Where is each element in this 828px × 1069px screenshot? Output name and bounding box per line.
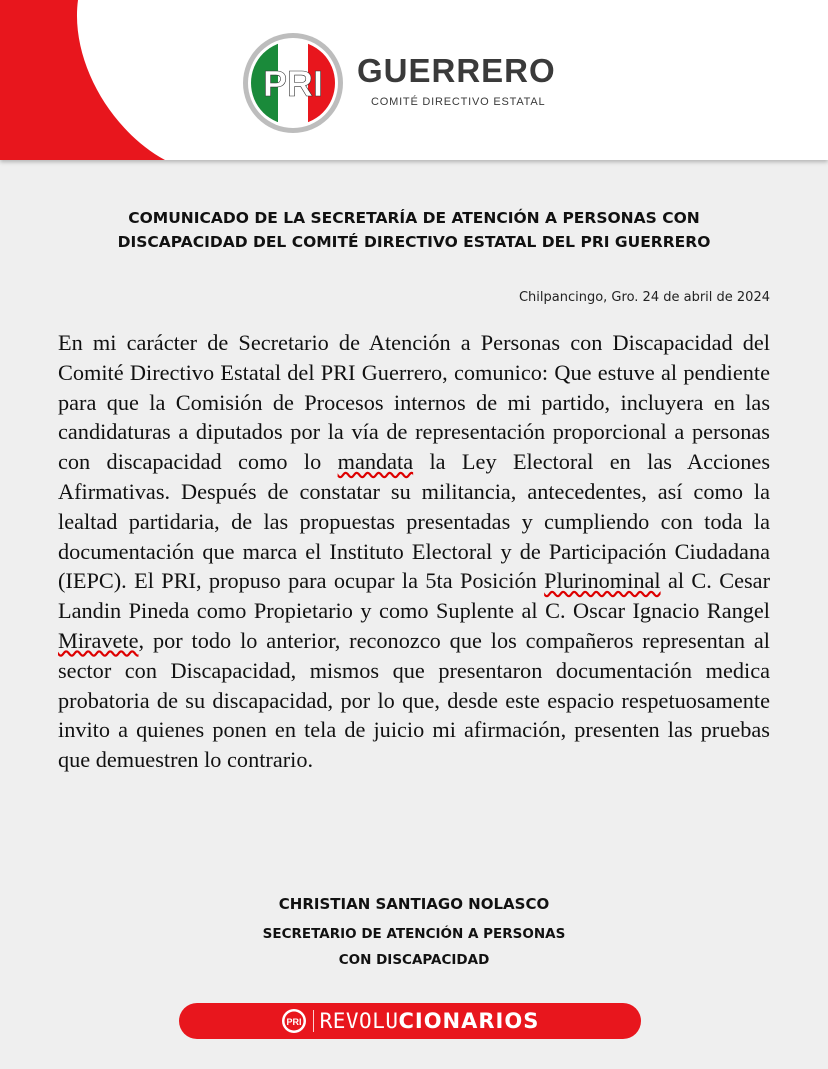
- footer-slogan: [320, 1009, 540, 1033]
- body-text-part: En mi carácter de Secretario de Atención a Personas con Discapacidad del Comité Directivo Estatal del PRI Guerrero, comunico: Que estuve al pendiente para que la Comisión de Procesos internos de mi partido, incluyera en las candidaturas a diputados por la vía de representación proporcional a personas con discapacidad como lo: [58, 330, 770, 475]
- footer-banner: [179, 1003, 641, 1039]
- body-text-part: al C. Cesar Landin Pineda como Propietario y como Suplente al C. Oscar Ignacio Rangel: [58, 568, 770, 624]
- pri-mini-logo: [281, 1008, 307, 1034]
- footer-divider: [313, 1010, 314, 1032]
- title-line: DISCAPACIDAD DEL COMITÉ DIRECTIVO ESTATAL DEL PRI GUERRERO: [117, 233, 711, 251]
- body-text-part: la Ley Electoral en las Acciones Afirmativas. Después de constatar su militancia, antecedentes, así como la lealtad partidaria, de las propuestas presentadas y cumpliendo con toda la documentación que marca el Instituto Electoral y de Participación Ciudadana (IEPC). El PRI, propuso para ocupar la 5ta Posición: [58, 449, 770, 594]
- title-line: COMUNICADO DE LA SECRETARÍA DE ATENCIÓN A PERSONAS CON: [128, 209, 700, 227]
- footer-slogan-light: REVOLU: [319, 1009, 399, 1033]
- mini-logo-text: PRI: [286, 1017, 302, 1027]
- footer-slogan-bold: CIONARIOS: [398, 1009, 540, 1033]
- signatory-name: CHRISTIAN SANTIAGO NOLASCO: [278, 895, 550, 913]
- body-paragraph: [58, 328, 770, 775]
- role-line: CON DISCAPACIDAD: [338, 952, 490, 968]
- document-date: Chilpancingo, Gro. 24 de abril de 2024: [518, 290, 770, 305]
- letterhead: [0, 0, 828, 160]
- pri-logo: [242, 32, 344, 134]
- logo-text: PRI: [262, 63, 324, 104]
- brand-title: GUERRERO: [357, 52, 556, 89]
- spellcheck-word: Plurinominal: [544, 568, 661, 594]
- document-title: [60, 206, 768, 254]
- spellcheck-word: mandata: [337, 449, 414, 475]
- role-line: SECRETARIO DE ATENCIÓN A PERSONAS: [262, 926, 566, 942]
- body-text-part: , por todo lo anterior, reconozco que los compañeros representan al sector con Discapacidad, mismos que presentaron documentación medica probatoria de su discapacidad, por lo que, desde este espacio respetuosamente invito a quienes ponen en tela de juicio mi afirmación, presenten las pruebas que demuestren lo contrario.: [58, 627, 770, 773]
- red-corner-decoration: [0, 0, 170, 160]
- brand-subtitle: COMITÉ DIRECTIVO ESTATAL: [371, 96, 546, 108]
- signatory-role: [0, 921, 828, 973]
- spellcheck-word: Miravete: [58, 627, 139, 653]
